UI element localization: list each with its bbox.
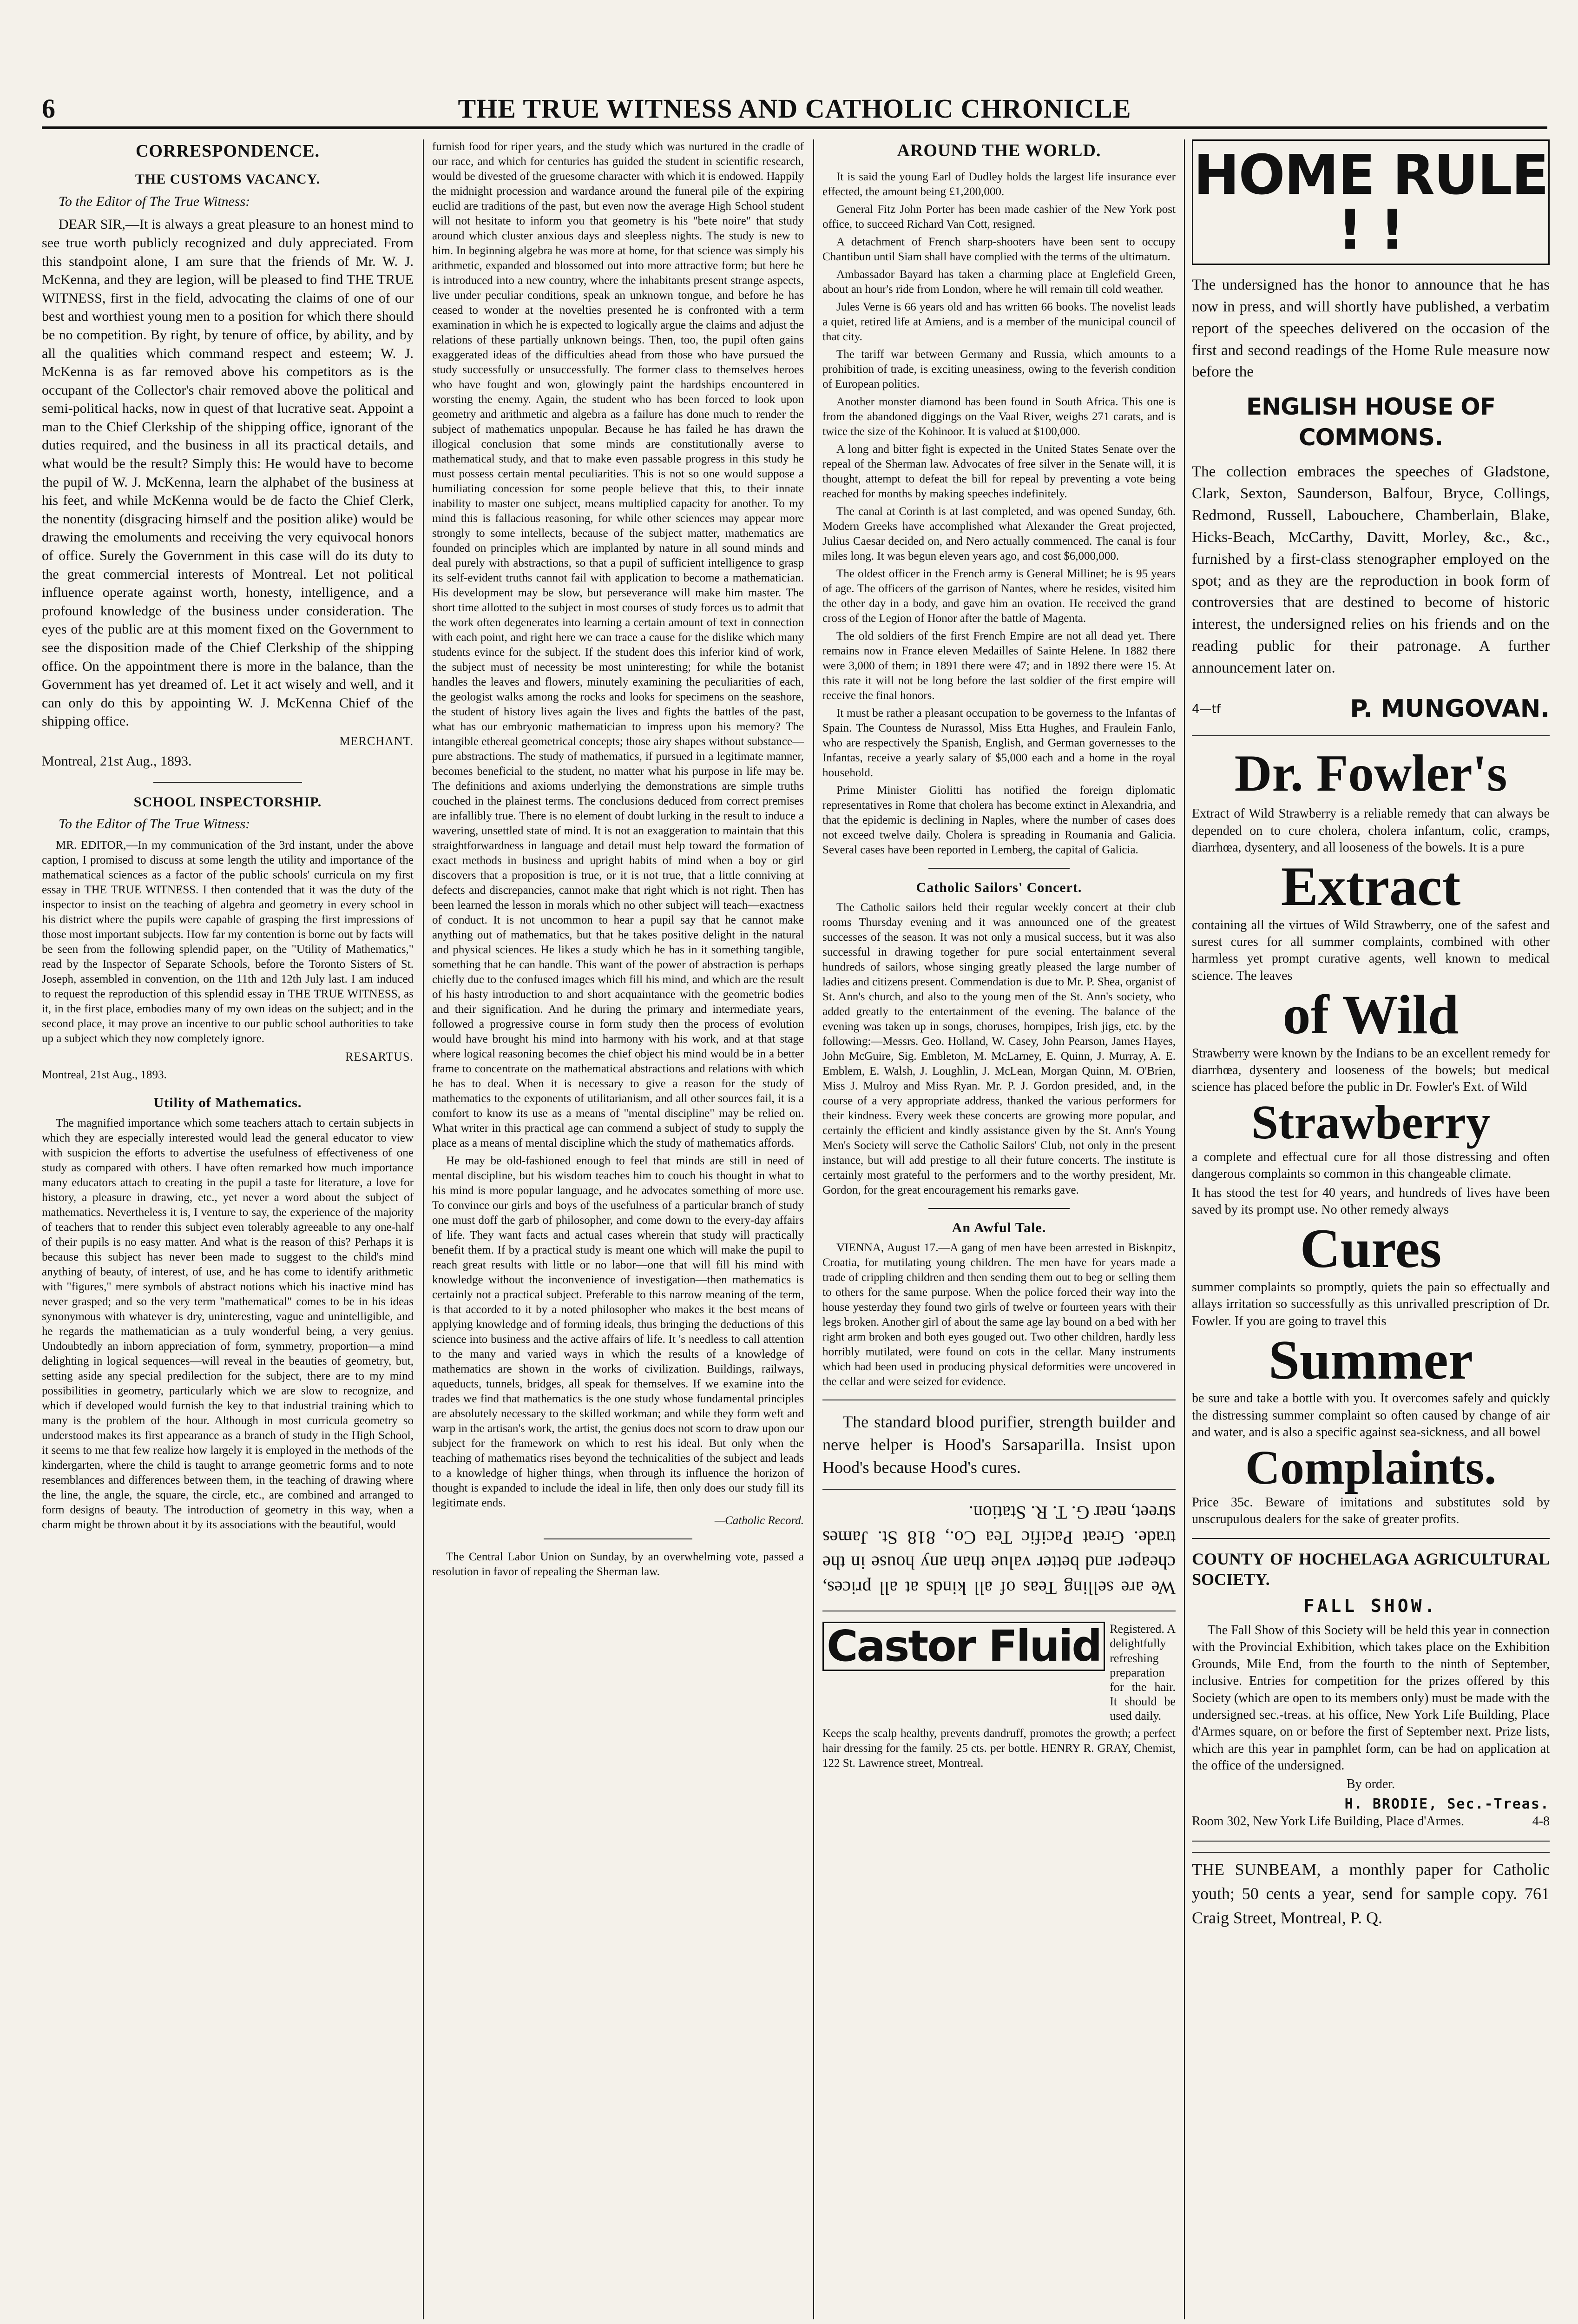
fowler-word-strawberry: Strawberry [1251,1095,1491,1149]
county-address-text: Room 302, New York Life Building, Place d'Armes. [1192,1814,1465,1829]
county-by-order: By order. [1346,1777,1395,1792]
column-world-news [822,139,1176,2324]
divider [1192,735,1550,736]
fowler-word-extract: Extract [1281,855,1461,918]
section-heading-world: AROUND THE WORLD. [897,141,1101,160]
divider [544,1538,692,1539]
world-news-item: A long and bitter fight is expected in the United States Senate over the repeal of the Sherman law. Advocates of free silver in the Senate will, it is thought, attempt to defeat the bill for repeal by preventing a vote being reached for months by making speeches indefinitely. [822,442,1176,500]
essay-credit: —Catholic Record. [714,1514,804,1527]
column-rule-3 [1184,139,1185,2319]
fowler-text: Extract of Wild Strawberry is a reliable remedy that can always be depended on to cure cholera, cholera infantum, colic, cramps, diarrhœa, dysentery, and all looseness of the bowels. It is a pure [1192,806,1550,855]
masthead [42,88,1547,130]
utility-title: Utility of Mathematics. [153,1095,302,1111]
fowler-word-cures: Cures [1300,1217,1442,1280]
customs-signature: MERCHANT. [339,734,414,748]
world-news-item: Another monster diamond has been found in South Africa. This one is from the abandoned diggings on the Vaal River, weighs 271 carats, and is twice the size of the Kohinoor. It is valued at $100,000. [822,395,1176,438]
home-rule-signer-name: P. MUNGOVAN. [1350,694,1550,723]
hoods-advert: The standard blood purifier, strength builder and nerve helper is Hood's Sarsaparilla. Insist upon Hood's because Hood's cures. [822,1413,1176,1477]
awful-tale-body: VIENNA, August 17.—A gang of men have been arrested in Bisknpitz, Croatia, for mutilating young children. The men have for years made a trade of crippling children and then sending them out to beg or selling them to others for the same purpose. When the police forced their way into the house yesterday they found two girls of twelve or fourteen years with their legs broken. Another girl of about the same age lay bound on a bed with her right arm broken and both eyes gouged out. Two other children, hardly less horribly mutilated, were found on cots in the cellar. Many instruments which had been used in producing physical deformities were uncovered in the cellar and were seized for evidence. [822,1241,1176,1388]
fowler-word-summer: Summer [1269,1329,1473,1391]
fowler-text: It has stood the test for 40 years, and hundreds of lives have been saved by its prompt use. No other remedy always [1192,1185,1550,1217]
world-news-item: The tariff war between Germany and Russia, which amounts to a prohibition of trade, is exciting uneasiness, owing to the feverish condition of European politics. [822,348,1176,390]
divider [928,1208,1070,1209]
fowler-word-complaints: Complaints. [1245,1440,1497,1494]
customs-date: Montreal, 21st Aug., 1893. [42,753,192,769]
customs-vacancy-title: THE CUSTOMS VACANCY. [135,172,321,187]
world-news-item: The oldest officer in the French army is General Millinet; he is 95 years of age. The officers of the garrison of Nantes, where he resides, visited him the other day in a body, and gave him an ovation. He received the grand cross of the Legion of Honor after the battle of Magenta. [822,567,1176,625]
school-signature: RESARTUS. [345,1050,414,1064]
home-rule-body: The collection embraces the speeches of Gladstone, Clark, Sexton, Saunderson, Balfour, Bryce, Collings, Redmond, Russell, Labouchere, Chamberlain, Blake, Hicks-Beach, McCarthy, Davitt, Morley, &c., &c., furnished by a first-class stenographer employed on the spot; and as they are the reproduction in book form of controversies that are destined to become of historic interest, the undersigned relies on his friends and on the reading public for their patronage. A further announcement later on. [1192,463,1550,677]
county-address [1192,1813,1550,1830]
home-rule-intro: The undersigned has the honor to announce that he has now in press, and will shortly have published, a verbatim report of the speeches delivered on the occasion of the first and second readings of the Home Rule measure now before the [1192,277,1550,381]
castor-fluid-body: Keeps the scalp healthy, prevents dandruff, promotes the growth; a perfect hair dressing for the family. 25 cts. per bottle. HENRY R. GRAY, Chemist, 122 St. Lawrence street, Montreal. [822,1727,1176,1769]
fowler-word-of-wild: of Wild [1282,984,1459,1046]
column-correspondence [42,139,414,2324]
world-news-item: Ambassador Bayard has taken a charming place at Englefield Green, about an hour's ride from London, where he will remain till cold weather. [822,268,1176,296]
fowler-text: a complete and effectual cure for all those distressing and often dangerous complaints so common in this changeable climate. [1192,1149,1550,1182]
fowler-text: Strawberry were known by the Indians to be an excellent remedy for diarrhœa, dysentery and looseness of the bowels; but medical science has placed before the public in Dr. Fowler's Ext. of Wild [1192,1046,1550,1095]
world-news-item: General Fitz John Porter has been made cashier of the New York post office, to succeed Richard Van Cott, resigned. [822,203,1176,231]
tea-advert-inverted: We are selling Teas of all kinds at all prices, cheaper and better value than any house in the trade. Great Pacific Tea Co., 818 St. James street, near G. T. R. Station. [822,1502,1176,1599]
world-news-item: Jules Verne is 66 years old and has written 66 books. The novelist leads a quiet, retired life at Amiens, and is a member of the municipal council of that city. [822,300,1176,343]
world-news-item: It is said the young Earl of Dudley holds the largest life insurance ever effected, the amount being £1,200,000. [822,170,1176,198]
fowler-text: Price 35c. Beware of imitations and substitutes sold by unscrupulous dealers for the sake of greater profits. [1192,1495,1550,1527]
castor-fluid-title: Castor Fluid [822,1622,1105,1671]
column-advertisements [1192,139,1550,2324]
castor-fluid-advert [822,1622,1176,1723]
section-heading-correspondence: CORRESPONDENCE. [135,141,320,161]
divider [822,1489,1176,1490]
sailors-concert-body: The Catholic sailors held their regular weekly concert at their club rooms Thursday evening and it was announced one of the greatest successes of the season. It was not only a musical success, but it was also successful in drawing together for pure social entertainment several hundreds of sailors, whose singing greatly pleased the large number of ladies and citizens present. Commendation is due to Mr. P. Shea, organist of St. Ann's church, and also to the young men of the St. Ann's society, who added greatly to the entertainment of the evening. The balance of the evening was taken up in songs, choruses, hornpipes, Irish jigs, etc. by the following:—Messrs. Geo. Holland, W. Casey, John Pearson, James Hayes, John McGuire, Sig. Embleton, M. McLarney, E. Quinn, J. Murray, A. E. Emblem, E. Walsh, J. Loughlin, J. McLean, Morgan Quinn, M. O'Brien, Miss J. Mulroy and Miss Ryan. Mr. P. J. Gordon presided, and, in the course of a very appropriate address, thanked the various performers for their kindness. Every week these concerts are growing more popular, and certainly the efficient and kindly assistance given by the St. Ann's Young Men's Society will serve the Catholic Sailors' Club, not only in the present instance, but will add prestige to all their future concerts. The institute is certainly most grateful to the performers and to the worthy president, Mr. Gordon, for the great encouragement his remarks gave. [822,901,1176,1197]
customs-letter-body: DEAR SIR,—It is always a great pleasure to an honest mind to see true worth publicly recognized and duly appreciated. From this standpoint alone, I am sure that the friends of Mr. W. J. McKenna, and they are legion, will be pleased to find THE TRUE WITNESS, first in the field, advocating the claims of one of our best and worthiest young men to a position for which there should be no competition. By right, by tenure of office, by ability, and by all the qualities which command respect and esteem; W. J. McKenna is as far removed above his competitors as is the occupant of the Collector's chair removed above the political and semi-political hacks, now in quest of that lucrative seat. Appoint a man to the Chief Clerkship of the shipping office, ignorant of the duties required, and the business in all its practical details, and what would be the result? Simply this: He would have to become the pupil of W. J. McKenna, learn the alphabet of the business at his feet, and while McKenna would be de facto the Chief Clerk, the nonentity (disgracing himself and the position alike) would be drawing the emoluments and receiving the very equivocal honors of office. Surely the Government in this case will do its duty to the great commercial interests of Montreal. Let not political influence operate against worth, honesty, intelligence, and a profound knowledge of the business under consideration. The eyes of the public are at this moment fixed on the Government to see the disposition made of the Chief Clerkship of the shipping office. On the appointment there is more in the balance, than the Government has yet dreamed of. Let it act wisely and well, and it can only do this by appointing W. J. McKenna Chief of the shipping office. [42,217,414,729]
home-rule-title: HOME RULE ! ! [1192,139,1550,265]
sailors-concert-title: Catholic Sailors' Concert. [916,879,1082,895]
page-number: 6 [42,93,56,124]
school-letter-body: MR. EDITOR,—In my communication of the 3rd instant, under the above caption, I promised to discuss at some length the utility and importance of the mathematical sciences as a factor of the public schools' curricula on my first essay in THE TRUE WITNESS. I then contended that it was the duty of the inspector to insist on the teaching of algebra and geometry in every school in his district where the pupils were capable of grasping the first impressions of those most important subjects. How far my contention is borne out by facts will be seen from the following splendid paper, on the "Utility of Mathematics," read by the Inspector of Separate Schools, before the Toronto Sisters of St. Joseph, assembled in convention, on the 11th and 12th July last. I am induced to request the reproduction of this splendid essay in THE TRUE WITNESS, as it, in the first place, embodies many of my own ideas on the subject; and in the second place, it may prove an incentive to our public school authorities to take up a subject which they now completely ignore. [42,839,414,1045]
world-news-item: The old soldiers of the first French Empire are not all dead yet. There remains now in France eleven Medailles of Sainte Helene. In 1882 there were 3,000 of them; in 1891 there were 47; and in 1892 there were 15. At this rate it will not be long before the last soldier of the first empire will receive the final honors. [822,629,1176,702]
masthead-rule [42,126,1547,129]
essay-paragraph: furnish food for riper years, and the study which was nurtured in the cradle of our race, and which for centuries has guided the student in scientific research, would be divested of the gruesome character with which it is endowed. Happily the midnight procession and wardance around the funeral pile of the expiring euclid are traditions of the past, but even now the average High School student will not hesitate to inform you that geometry is his "bete noire" that study around which cluster anxious days and sleepless nights. The study is new to him. In beginning algebra he was more at home, for that science was simply his arithmetic, expanded and blossomed out into more attractive form; but here he is introduced into a new country, where the inhabitants present strange aspects, live under peculiar conditions, speak an unknown tongue, and before he has ceased to wonder at the novelties presented he is confronted with a term examination in which he is expected to logically argue the claims and adjust the relations of these partially unknown beings. Then, too, the pupil often gains exaggerated ideas of the difficulties ahead from those who have pursued the study successfully or unsuccessfully. The former class to themselves heroes who have fought and won, glowingly paint the hardships encountered in worsting the enemy. Again, the student who has been forced to look upon geometry and arithmetic and algebra as a failure has done much to render the subject of mathematics unpopular. Because he has failed he has drawn the illogical conclusion that some minds are constitutionally averse to mathematical study, and that to make even passable progress in this study he must possess certain mental peculiarities. This is not so one would suppose a humiliating concession for some people believe that this, to their innate inability to master one subject, means multiplied capacity for another. To my mind this is fallacious reasoning, for while other sciences may appear more strongly to some intellects, because of the subject matter, mathematics are founded on principles which are implanted by nature in all sound minds and deal purely with abstractions, so that a pupil of sufficient intelligence to grasp its self-evident truths cannot fail with application to become a mathematician. His development may be slow, but perseverance will make him master. The short time allotted to the subject in most courses of study forces us to admit that the work often degenerates into learning a certain amount of text in connection with each point, and right here we can trace a cause for the dislike which many students evince for the subject. If the student does this inferior kind of work, the subject must of necessity be most uninteresting; for while the botanist handles the leaves and flowers, minutely examining the peculiarities of each, the geologist walks among the rocks and looks for specimens on the seashore, the student of history lives again the lives and fights the battles of the past, what has our embryonic mathematician to impress upon his memory? The intangible ethereal geometrical concepts; those airy shapes without substance—pure abstractions. The study of mathematics, if pursued in a legitimate manner, becomes beneficial to the student, no matter what his purpose in life may be. The definitions and axioms underlying the demonstrations are simple truths couched in the plainest terms. The conclusions deduced from correct premises are infallibly true. There is no element of doubt lurking in the result to induce a wavering, unsettled state of mind. It is not an exaggeration to maintain that this straightforwardness in language and detail must help toward the formation of exact methods in business and upright habits of mind when a boy or girl discovers that a proposition is true, or it is not true, that a little conniving at defects and discrepancies, cannot make that right which is not right. Then has been learned the lesson in morals which no other subject will teach—exactness of conduct. It is not uncommon to hear a pupil say that he cannot make anything out of mathematics, but that he takes positive delight in the natural and physical sciences. He likes a study which he has in it something tangible, something that he can handle. This want of the power of abstraction is perhaps chiefly due to the confused images which fill his mind, and which are the result of his hasty introduction to and short acquaintance with the geometric bodies and their signification. And he during the primary and intermediate years, followed a progressive course in form study then the process of evolution would have brought his mind into harmony with his work, and at that stage where logical reasoning becomes the chief object his mind would be in a better frame to concentrate on the mathematical abstractions and relations with which he has to deal. When it is necessary to give a reason for the study of mathematics to the exponents of utilitarianism, and all other sources fail, it is a comfort to know its use as a means of "mental discipline" may be relied on. What writer in this practical age can commend a subject of study to supply the place as a means of mental discipline which the study of mathematics affords. [432,140,804,1149]
fall-show-title: FALL SHOW. [1303,1595,1438,1616]
castor-fluid-note: Registered. A delightfully refreshing preparation for the hair. It should be used daily. [1110,1622,1176,1723]
world-news-item: The canal at Corinth is at last completed, and was opened Sunday, 6th. Modern Greeks have accomplished what Alexander the Great projected, Julius Caesar decided on, and Nero actually commenced. The canal is four miles long. It was begun eleven years ago, and cost $6,000,000. [822,505,1176,562]
column-rule-2 [813,139,814,2319]
school-date: Montreal, 21st Aug., 1893. [42,1069,167,1082]
awful-tale-title: An Awful Tale. [952,1220,1046,1236]
fowler-text: summer complaints so promptly, quiets the pain so effectually and allays irritation so successfully as this unrivalled prescription of Dr. Fowler. If you are going to travel this [1192,1280,1550,1328]
world-news-list [822,170,1176,858]
fowler-text: be sure and take a bottle with you. It overcomes safely and quickly the distressing summer complaint so often caused by change of air and water, and is also a specific against sea-sickness, and all bowel [1192,1391,1550,1440]
essay-paragraph: He may be old-fashioned enough to feel that minds are still in need of mental discipline, but his wisdom teaches him to couch his thought in what to his mind is more popular language, and he advocates something of more use. To convince our girls and boys of the usefulness of a particular branch of study one must doff the garb of philosopher, and come down to the every-day affairs of life. They want facts and actual cases wherein that study will practically benefit them. If by a practical study is meant one which will make the pupil to reach great results with little or no labor—one that will fill his mind with knowledge without the inconvenience of investigation—then mathematics is certainly not a practical subject. Preferable to this narrow meaning of the term, is that accorded to it by a noted philosopher who makes it the best means of applying knowledge and of forming ideals, thus bringing the deductions of this science into business and the active affairs of life. It 's needless to call attention to the many and varied ways in which the results of a knowledge of mathematics are shown in the works of civilization. Buildings, railways, aqueducts, tunnels, bridges, all speak for themselves. If we examine into the trades we find that mathematics is the one study whose fundamental principles are absolutely necessary to the skilled workman; and while they form weft and warp in the artisan's work, the artist, the genius does not scorn to draw upon our subject for the framework on which to rest his ideal. But only when the teaching of mathematics rises beyond the technicalities of the subject and leads to a knowledge of higher things, when through its influence the horizon of thought is expanded to include the ideal in life, then only does our study fill its legitimate ends. [432,1155,804,1509]
fowler-title: Dr. Fowler's [1234,744,1507,802]
school-inspectorship-title: SCHOOL INSPECTORSHIP. [133,794,322,810]
customs-addressee: To the Editor of The True Witness: [59,193,250,209]
world-news-item: It must be rather a pleasant occupation to be governess to the Infantas of Spain. The Countess de Nurassol, Miss Etta Hughes, and Fraulein Fanlo, who are respectively the Spanish, English, and German governesses to the Infantas, receive a yearly salary of $5,000 each and a home in the royal household. [822,706,1176,779]
column-essay [432,139,804,2324]
school-addressee: To the Editor of The True Witness: [59,816,250,832]
world-news-item: Prime Minister Giolitti has notified the foreign diplomatic representatives in Rome that cholera has become extinct in Alexandria, and that the epidemic is declining in Naples, where the number of cases does not exceed twelve daily. Cholera is spreading in Roumania and Galicia. Several cases have been reported in Lemberg, the capital of Galicia. [822,784,1176,856]
county-society-title: COUNTY OF HOCHELAGA AGRICULTURAL SOCIETY. [1192,1550,1550,1589]
newspaper-title: THE TRUE WITNESS AND CATHOLIC CHRONICLE [458,93,1131,124]
central-labor-item: The Central Labor Union on Sunday, by an overwhelming vote, passed a resolution in favor of repealing the Sherman law. [432,1551,804,1578]
fowler-text: containing all the virtues of Wild Strawberry, one of the safest and surest cures for all summer complaints, combined with other harmless yet prompt curative agents, well known to medical science. The leaves [1192,918,1550,983]
county-notice-body: The Fall Show of this Society will be held this year in connection with the Provincial Exhibition, which takes place on the Exhibition Grounds, Mile End, from the fourth to the ninth of September, inclusive. Entries for competition for the prizes offered by this Society (which are open to its members only) must be made with the undersigned sec.-treas. at his office, New York Life Building, Place d'Armes square, on or before the first of September next. Prize lists, which are this year in pamphlet form, can be had on application at the office of the undersigned. [1192,1623,1550,1773]
county-code: 4-8 [1532,1814,1550,1829]
county-secretary: H. BRODIE, Sec.-Treas. [1344,1796,1550,1812]
divider [1192,1841,1550,1842]
divider [1192,1538,1550,1539]
world-news-item: A detachment of French sharp-shooters have been sent to occupy Chantibun until Siam shall have complied with the terms of the ultimatum. [822,235,1176,263]
divider [153,782,302,783]
home-rule-code: 4—tf [1192,702,1221,716]
utility-body: The magnified importance which some teachers attach to certain subjects in which they are especially interested would lead the general educator to view with suspicion the efforts to advertise the usefulness of effectiveness of one study as compared with others. I have often remarked how much importance many educators attach to creating in the pupil a taste for literature, a love for history, a pleasure in drawing, etc., yet never a word about the subject of mathematics. Nevertheless it is, I venture to say, the experience of the majority of teachers that to render this subject even tolerably agreeable to any one-half of their pupils is no easy matter. And what is the reason of this? Perhaps it is because this subject has never been made to suggest to the child's mind anything of beauty, of interest, of use, and he has come to identify arithmetic with "figures," mere symbols of abstract notions which his inactive mind has never grasped; and so the very term "mathematical" comes to be in his ideas synonymous with whatever is dry, uninteresting, vague and unintelligible, and he regards the mathematician as a truly wonderful being, a very genius. Undoubtedly an inborn appreciation of form, symmetry, proportion—a mind delighting in logical sequences—will reveal in the beauties of geometry, but, setting aside any special predilection for the subject, there are to my mind possibilities in geometry, particularly which we are slow to recognize, and which if developed would furnish the key to that industrial training which to many is the problem of the hour. Although in most curricula geometry so understood makes its first appearance as a branch of study in the High School, it seems to me that few realize how largely it is employed in the methods of the kindergarten, where the child is taught to arrange geometric forms and to note resemblances and differences between them, in the teaching of drawing where the line, the angle, the square, the circle, etc., are combined and arranged to form designs of beauty. The introduction of geometry in this way, when a charm might be thrown about it by its associations with the beautiful, would [42,1116,414,1531]
divider [928,868,1070,869]
sunbeam-advert: THE SUNBEAM, a monthly paper for Catholic youth; 50 cents a year, send for sample copy. 761 Craig Street, Montreal, P. Q. [1192,1852,1550,1930]
column-rule-1 [423,139,424,2319]
home-rule-house: ENGLISH HOUSE OF COMMONS. [1246,393,1495,451]
home-rule-signer [1192,693,1550,725]
